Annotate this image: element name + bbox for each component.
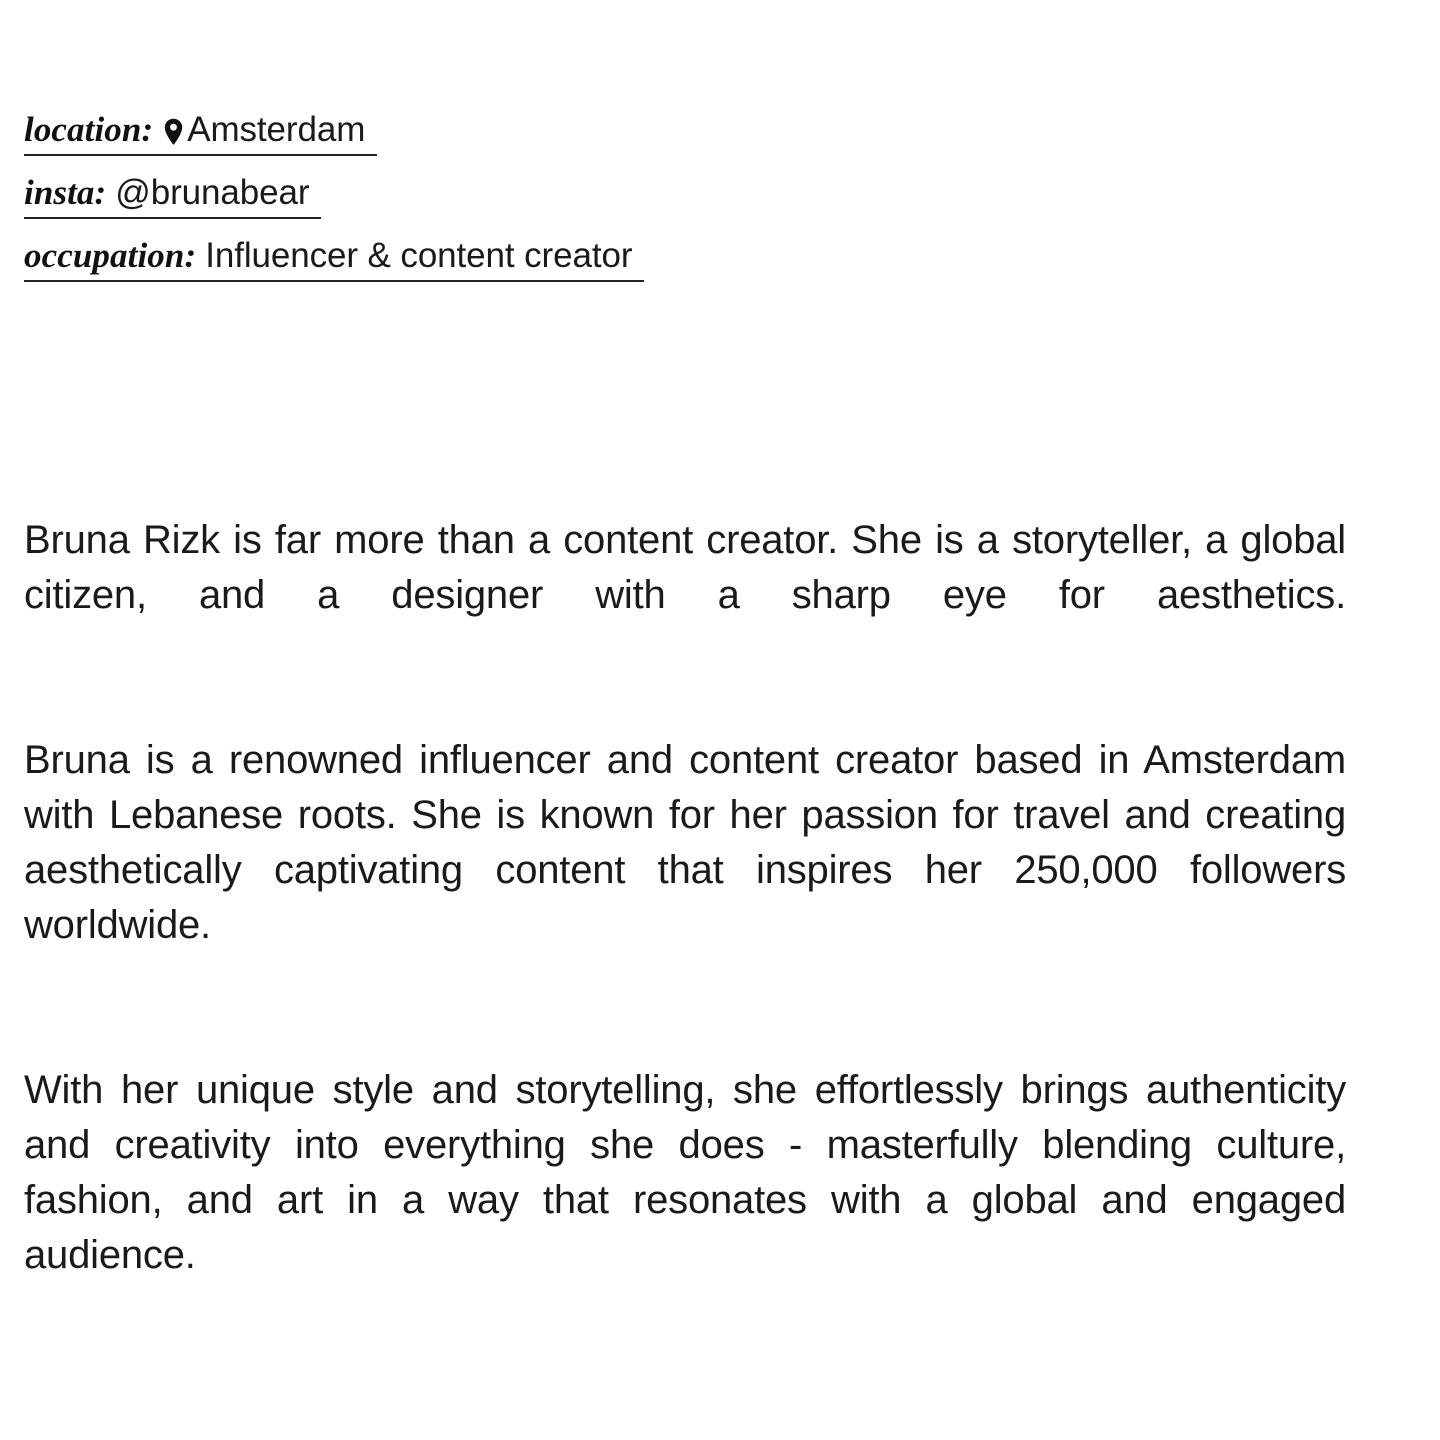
bio-body (24, 513, 1346, 1338)
meta-row-location (24, 112, 1364, 156)
meta-value-occupation: Influencer & content creator (205, 236, 633, 275)
meta-label-location: location: (24, 110, 154, 149)
meta-label-occupation: occupation: (24, 236, 197, 275)
bio-paragraph-3: With her unique style and storytelling, she effortlessly brings authenticity and creativity into everything she does - masterfully blending culture, fashion, and art in a way that resonates with a global and engaged audience. (24, 1068, 1346, 1277)
profile-meta-list (24, 112, 1364, 282)
meta-label-instagram: insta: (24, 173, 107, 212)
meta-row-instagram (24, 175, 1364, 219)
meta-value-location: Amsterdam (187, 110, 366, 149)
meta-underline-instagram (24, 175, 321, 219)
meta-value-instagram-handle[interactable]: @brunabear (115, 173, 310, 212)
map-pin-icon (164, 118, 183, 146)
meta-underline-location (24, 112, 377, 156)
bio-paragraph-2: Bruna is a renowned influencer and content creator based in Amsterdam with Lebanese roots. She is known for her passion for travel and creating aesthetically captivating content that inspires her 250,000 followers worldwide. (24, 738, 1346, 947)
bio-paragraph-1: Bruna Rizk is far more than a content creator. She is a storyteller, a global citizen, and a designer with a sharp eye for aesthetics. (24, 518, 1346, 617)
meta-underline-occupation (24, 238, 644, 282)
meta-row-occupation (24, 238, 1364, 282)
